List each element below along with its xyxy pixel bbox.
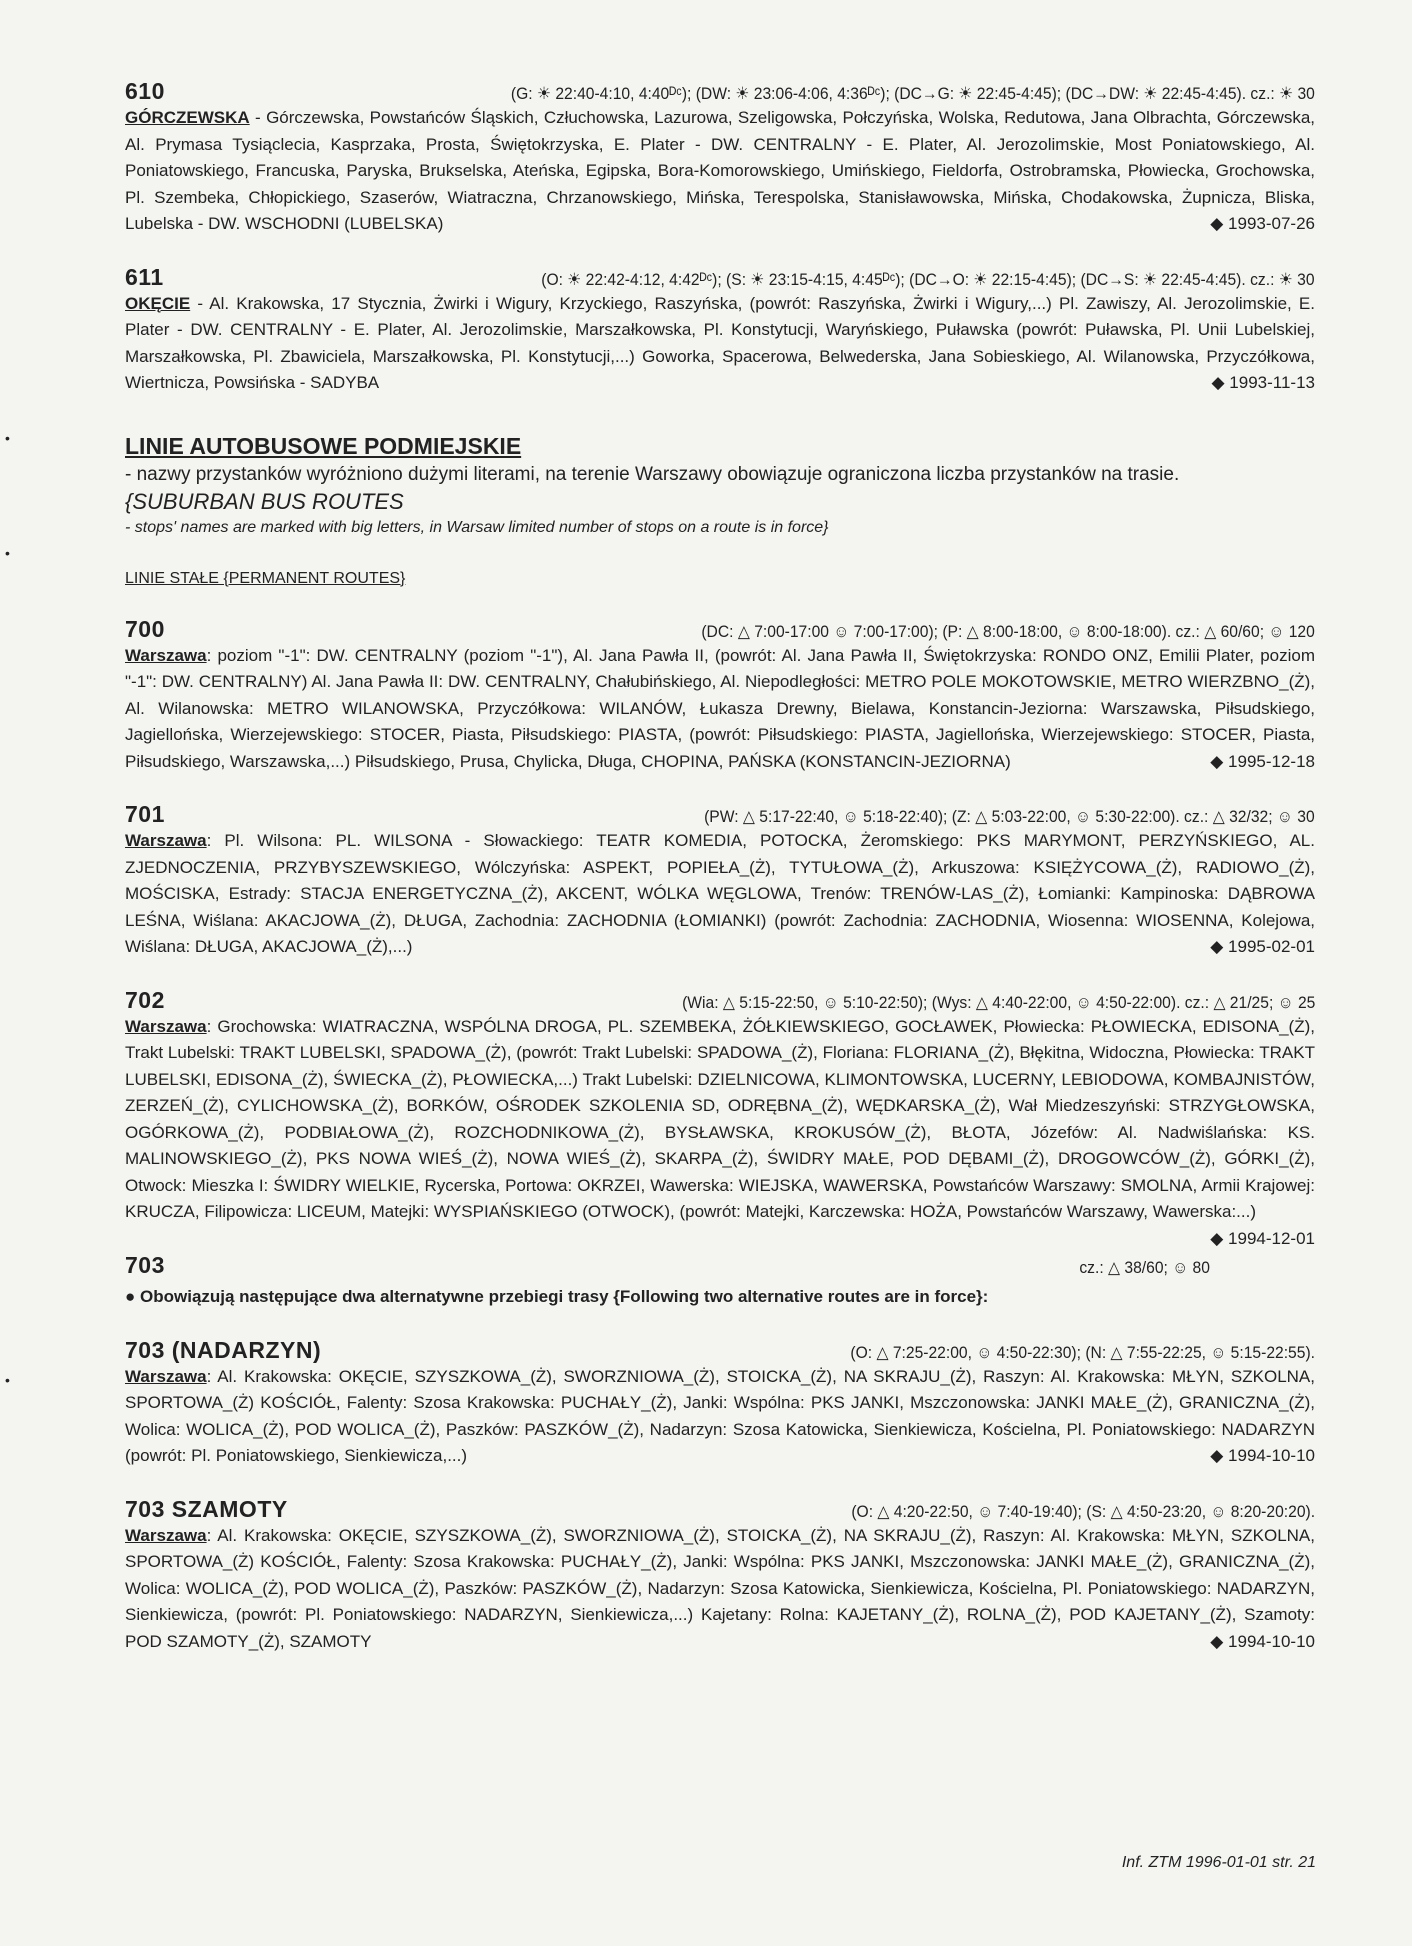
route-description — [125, 1014, 1315, 1248]
route-610 — [125, 78, 1315, 238]
route-description — [125, 828, 1315, 961]
route-number: 703 — [125, 1251, 165, 1278]
route-stops: : poziom "-1": DW. CENTRALNY (poziom "-1"), Al. Jana Pawła II, (powrót: Al. Jana Pawła II, Świętokrzyska: RONDO ONZ, Emilii Plater, poziom "-1": DW. CENTRALNY) Al. Jana Pawła II: DW. CENTRALNY, Chałubińskiego, Al. Niepodległości: METRO POLE MOKOTOWSKIE, METRO WIERZBNO_(Ż), Al. Wilanowska: METRO WILANOWSKA, Przyczółkowa: WILANÓW, Łukasza Drewny, Bielawa, Konstancin-Jeziorna: Warszawska, Piłsudskiego, Jagiellońska, Wierzejewskiego: STOCER, Piasta, Piłsudskiego: PIASTA, (powrót: Piłsudskiego: PIASTA, Jagiellońska, Wierzejewskiego: STOCER, Piasta, Piłsudskiego, Warszawska,...) Piłsudskiego, Prusa, Chylicka, Długa, CHOPINA, PAŃSKA (KONSTANCIN-JEZIORNA) — [125, 645, 1315, 771]
route-schedule: (G: ☀ 22:40-4:10, 4:40ᴰᶜ); (DW: ☀ 23:06-4:06, 4:36ᴰᶜ); (DC→G: ☀ 22:45-4:45); (DC→DW: ☀ 22:45-4:45). cz.: ☀ 30 — [511, 84, 1315, 103]
route-description — [125, 1523, 1315, 1656]
route-description — [125, 105, 1315, 238]
section-title: LINIE AUTOBUSOWE PODMIEJSKIE — [125, 432, 522, 459]
route-stops: - Al. Krakowska, 17 Stycznia, Żwirki i Wigury, Krzyckiego, Raszyńska, (powrót: Raszyńska, Żwirki i Wigury,...) Pl. Zawiszy, Al. Jerozolimskie, E. Plater - DW. CENTRALNY - E. Plater, Al. Jerozolimskie, Marszałkowska, Pl. Konstytucji, Waryńskiego, Puławska (powrót: Puławska, Pl. Unii Lubelskiej, Marszałkowska, Pl. Zbawiciela, Marszałkowska, Pl. Konstytucji,...) Goworka, Spacerowa, Belwederska, Jana Sobieskiego, Al. Wilanowska, Przyczółkowa, Wiertnicza, Powsińska - SADYBA — [125, 293, 1315, 392]
page-footer: Inf. ZTM 1996-01-01 str. 21 — [1121, 1854, 1316, 1871]
route-description — [125, 1364, 1315, 1470]
route-start-stop: Warszawa — [125, 645, 207, 665]
route-schedule: (DC: △ 7:00-17:00 ☺ 7:00-17:00); (P: △ 8:00-18:00, ☺ 8:00-18:00). cz.: △ 60/60; ☺ 120 — [701, 621, 1315, 641]
timetable-page — [125, 78, 1315, 1681]
route-number: 703 (NADARZYN) — [125, 1336, 322, 1363]
route-description — [125, 291, 1315, 397]
route-number: 702 — [125, 986, 165, 1013]
section-title-en: {SUBURBAN BUS ROUTES — [125, 488, 404, 514]
route-number: 700 — [125, 615, 165, 642]
route-schedule: (PW: △ 5:17-22:40, ☺ 5:18-22:40); (Z: △ 5:03-22:00, ☺ 5:30-22:00). cz.: △ 32/32; ☺ 30 — [704, 807, 1315, 826]
route-700 — [125, 616, 1315, 776]
route-703-szamoty — [125, 1496, 1315, 1656]
alternative-routes-note: ● Obowiązują następujące dwa alternatywne przebiegi trasy {Following two alternative routes are in force}: — [125, 1287, 1315, 1307]
route-date: ◆ 1993-07-26 — [1210, 211, 1315, 238]
route-schedule: cz.: △ 38/60; ☺ 80 — [1079, 1257, 1211, 1277]
route-stops: : Pl. Wilsona: PL. WILSONA - Słowackiego: TEATR KOMEDIA, POTOCKA, Żeromskiego: PKS MARYMONT, PERZYŃSKIEGO, AL. ZJEDNOCZENIA, PRZYBYSZEWSKIEGO, Wólczyńska: ASPEKT, POPIEŁA_(Ż), TYTUŁOWA_(Ż), Arkuszowa: KSIĘŻYCOWA_(Ż), RADIOWO_(Ż), MOŚCISKA, Estrady: STACJA ENERGETYCZNA_(Ż), AKCENT, WÓLKA WĘGLOWA, Trenów: TRENÓW-LAS_(Ż), Łomianki: Kampinoska: DĄBROWA LEŚNA, Wiślana: AKACJOWA_(Ż), DŁUGA, Zachodnia: ZACHODNIA (ŁOMIANKI) (powrót: Zachodnia: ZACHODNIA, Wiosenna: WIOSENNA, Kolejowa, Wiślana: DŁUGA, AKACJOWA_(Ż),...) — [125, 831, 1315, 956]
route-703-nadarzyn — [125, 1337, 1315, 1470]
route-date: ◆ 1995-12-18 — [1210, 749, 1315, 776]
route-date: ◆ 1994-12-01 — [1210, 1226, 1315, 1253]
route-number: 611 — [125, 263, 164, 290]
route-schedule: (O: ☀ 22:42-4:12, 4:42ᴰᶜ); (S: ☀ 23:15-4:15, 4:45ᴰᶜ); (DC→O: ☀ 22:15-4:45); (DC→S: ☀ 22:45-4:45). cz.: ☀ 30 — [541, 269, 1315, 289]
route-date: ◆ 1993-11-13 — [1212, 370, 1316, 397]
section-note-pl: - nazwy przystanków wyróżniono dużymi literami, na terenie Warszawy obowiązuje ograniczona liczba przystanków na trasie. — [125, 463, 1180, 485]
route-date: ◆ 1994-10-10 — [1210, 1443, 1315, 1470]
route-schedule: (O: △ 4:20-22:50, ☺ 7:40-19:40); (S: △ 4:50-23:20, ☺ 8:20-20:20). — [851, 1501, 1315, 1521]
route-number: 703 SZAMOTY — [125, 1495, 288, 1522]
route-stops: - Górczewska, Powstańców Śląskich, Człuchowska, Lazurowa, Szeligowska, Połczyńska, Wolska, Redutowa, Jana Olbrachta, Górczewska, Al. Prymasa Tysiąclecia, Kasprzaka, Prosta, Świętokrzyska, E. Plater - DW. CENTRALNY - E. Plater, Al. Jerozolimskie, Most Poniatowskiego, Al. Poniatowskiego, Francuska, Paryska, Brukselska, Ateńska, Egipska, Bora-Komorowskiego, Umińskiego, Fieldorfa, Ostrobramska, Płowiecka, Grochowska, Pl. Szembeka, Chłopickiego, Szaserów, Wiatraczna, Chrzanowskiego, Mińska, Terespolska, Stanisławowska, Mińska, Chodakowska, Żupnicza, Bliska, Lubelska - DW. WSCHODNI (LUBELSKA) — [125, 108, 1315, 233]
route-702 — [125, 986, 1315, 1248]
route-703 — [125, 1252, 1315, 1279]
route-start-stop: Warszawa — [125, 1525, 207, 1545]
route-stops: : Grochowska: WIATRACZNA, WSPÓLNA DROGA, PL. SZEMBEKA, ŻÓŁKIEWSKIEGO, GOCŁAWEK, Płowiecka: PŁOWIECKA, EDISONA_(Ż), Trakt Lubelski: TRAKT LUBELSKI, SPADOWA_(Ż), (powrót: Trakt Lubelski: SPADOWA_(Ż), Floriana: FLORIANA_(Ż), Błękitna, Widoczna, Płowiecka: TRAKT LUBELSKI, EDISONA_(Ż), ŚWIECKA_(Ż), PŁOWIECKA,...) Trakt Lubelski: DZIELNICOWA, KLIMONTOWSKA, LUCERNY, LEBIODOWA, KOMBAJNISTÓW, ZERZEŃ_(Ż), CYLICHOWSKA_(Ż), BORKÓW, OŚRODEK SZKOLENIA SD, ODRĘBNA_(Ż), WĘDKARSKA_(Ż), Wał Miedzeszyński: STRZYGŁOWSKA, OGÓRKOWA_(Ż), PODBIAŁOWA_(Ż), ROZCHODNIKOWA_(Ż), BYSŁAWSKA, KROKUSÓW_(Ż), BŁOTA, Józefów: Al. Nadwiślańska: KS. MALINOWSKIEGO_(Ż), PKS NOWA WIEŚ_(Ż), NOWA WIEŚ_(Ż), SKARPA_(Ż), ŚWIDRY MAŁE, POD DĘBAMI_(Ż), DROGOWCÓW_(Ż), GÓRKI_(Ż), Otwock: Mieszka I: ŚWIDRY WIELKIE, Rycerska, Portowa: OKRZEI, Wawerska: WIEJSKA, WAWERSKA, Powstańców Warszawy: SMOLNA, Armii Krajowej: KRUCZA, Filipowicza: LICEUM, Matejki: WYSPIAŃSKIEGO (OTWOCK), (powrót: Matejki, Karczewska: HOŻA, Powstańców Warszawy, Wawerska:...) — [125, 1016, 1315, 1221]
section-note-en: - stops' names are marked with big letters, in Warsaw limited number of stops on a route is in force} — [125, 518, 829, 536]
route-start-stop: Warszawa — [125, 831, 207, 850]
route-611 — [125, 264, 1315, 397]
margin-dot: • — [5, 430, 10, 446]
route-start-stop: OKĘCIE — [125, 293, 191, 313]
route-date: ◆ 1995-02-01 — [1210, 934, 1315, 961]
route-description — [125, 643, 1315, 776]
route-701 — [125, 801, 1315, 961]
route-start-stop: GÓRCZEWSKA — [125, 108, 250, 127]
route-stops: : Al. Krakowska: OKĘCIE, SZYSZKOWA_(Ż), SWORZNIOWA_(Ż), STOICKA_(Ż), NA SKRAJU_(Ż), Raszyn: Al. Krakowska: MŁYN, SZKOLNA, SPORTOWA_(Ż) KOŚCIÓŁ, Falenty: Szosa Krakowska: PUCHAŁY_(Ż), Janki: Wspólna: PKS JANKI, Mszczonowska: JANKI MAŁE_(Ż), GRANICZNA_(Ż), Wolica: WOLICA_(Ż), POD WOLICA_(Ż), Paszków: PASZKÓW_(Ż), Nadarzyn: Szosa Katowicka, Sienkiewicza, Kościelna, Pl. Poniatowskiego: NADARZYN, Sienkiewicza, (powrót: Pl. Poniatowskiego: NADARZYN, Sienkiewicza,...) Kajetany: Rolna: KAJETANY_(Ż), ROLNA_(Ż), POD KAJETANY_(Ż), Szamoty: POD SZAMOTY_(Ż), SZAMOTY — [125, 1525, 1315, 1651]
route-date: ◆ 1994-10-10 — [1210, 1629, 1315, 1656]
subsection-heading: LINIE STAŁE {PERMANENT ROUTES} — [125, 569, 406, 587]
margin-dot: • — [5, 1372, 10, 1388]
margin-dot: • — [5, 545, 10, 561]
route-start-stop: Warszawa — [125, 1016, 207, 1036]
route-stops: : Al. Krakowska: OKĘCIE, SZYSZKOWA_(Ż), SWORZNIOWA_(Ż), STOICKA_(Ż), NA SKRAJU_(Ż), Raszyn: Al. Krakowska: MŁYN, SZKOLNA, SPORTOWA_(Ż) KOŚCIÓŁ, Falenty: Szosa Krakowska: PUCHAŁY_(Ż), Janki: Wspólna: PKS JANKI, Mszczonowska: JANKI MAŁE_(Ż), GRANICZNA_(Ż), Wolica: WOLICA_(Ż), POD WOLICA_(Ż), Paszków: PASZKÓW_(Ż), Nadarzyn: Szosa Katowicka, Sienkiewicza, Kościelna, Pl. Poniatowskiego: NADARZYN (powrót: Pl. Poniatowskiego, Sienkiewicza,...) — [125, 1366, 1315, 1465]
route-start-stop: Warszawa — [125, 1366, 207, 1386]
route-number: 701 — [125, 801, 165, 827]
route-schedule: (Wia: △ 5:15-22:50, ☺ 5:10-22:50); (Wys: △ 4:40-22:00, ☺ 4:50-22:00). cz.: △ 21/25; ☺ 25 — [681, 992, 1315, 1012]
route-schedule: (O: △ 7:25-22:00, ☺ 4:50-22:30); (N: △ 7:55-22:25, ☺ 5:15-22:55). — [850, 1342, 1315, 1362]
route-number: 610 — [125, 78, 165, 104]
